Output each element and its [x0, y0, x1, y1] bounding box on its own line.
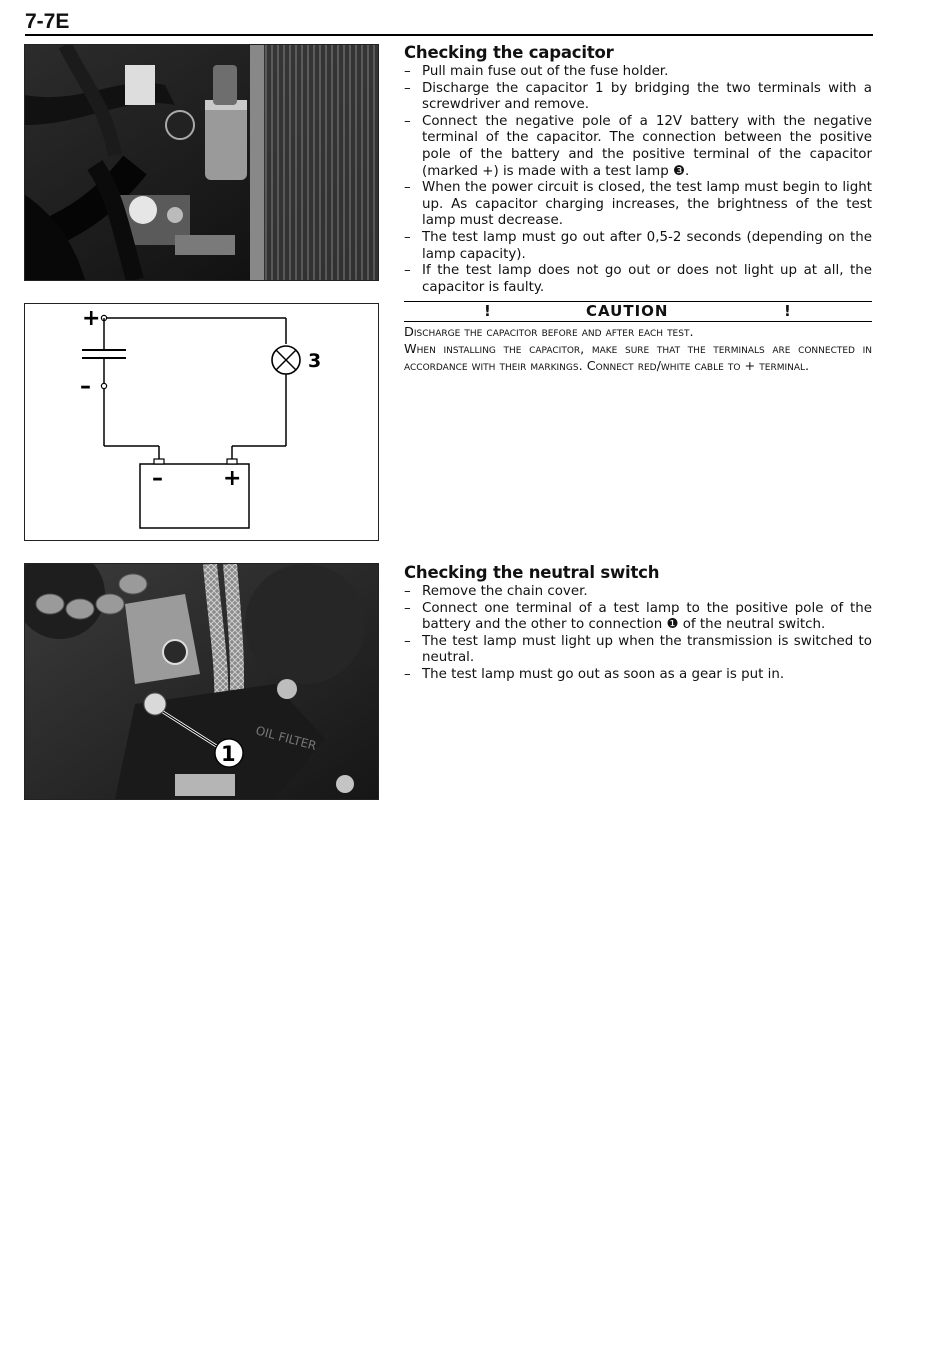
capacitor-section: [404, 43, 872, 375]
neutral-switch-photo: [24, 563, 379, 800]
caution-title: CAUTION: [586, 302, 669, 321]
capacitor-minus-terminal: [101, 383, 106, 388]
caution-bang-left: !: [484, 302, 491, 321]
header-rule: [25, 34, 873, 36]
photo-oil-filter-text: OIL FILTER: [254, 723, 318, 754]
circuit-diagram: [24, 303, 379, 541]
photo-callout-1: 1: [221, 742, 236, 766]
lamp-label: 3: [308, 350, 322, 372]
list-item: – The test lamp must go out as soon as a gear is put in.: [404, 666, 785, 682]
capacitor-heading: Checking the capacitor: [404, 43, 614, 62]
list-item: – Remove the chain cover.: [404, 584, 588, 599]
neutral-section: [404, 563, 872, 684]
list-item: – Connect the negative pole of a 12V battery with the negative terminal of the capacitor. The connection between the positive pole of the battery and the positive terminal of the capacitor (marked +) is made with a test lamp ❸.: [404, 113, 872, 179]
list-item: – Connect one terminal of a test lamp to the positive pole of the battery and the other to connection ❶ of the neutral switch.: [404, 600, 872, 633]
list-item: – If the test lamp does not go out or does not light up at all, the capacitor is faulty.: [404, 263, 872, 295]
list-item: – Pull main fuse out of the fuse holder.: [404, 64, 669, 79]
page-number: 7-7E: [25, 10, 70, 33]
test-lamp-symbol: [272, 346, 300, 374]
caution-banner: [404, 301, 872, 322]
battery-plus-sign: +: [223, 466, 242, 491]
list-item: – The test lamp must light up when the transmission is switched to neutral.: [404, 633, 872, 666]
neutral-heading: Checking the neutral switch: [404, 563, 660, 582]
caution-text: [404, 325, 872, 375]
list-item: – The test lamp must go out after 0,5-2 seconds (depending on the lamp capacity).: [404, 229, 872, 262]
list-item: – When the power circuit is closed, the test lamp must begin to light up. As capacitor charging increases, the brightness of the test lamp must decrease.: [404, 180, 872, 229]
caution-line: When installing the capacitor, make sure that the terminals are connected in accordance with their markings. Connect red/white cable to + terminal.: [404, 341, 872, 374]
neutral-steps: [404, 584, 872, 684]
list-item: – Discharge the capacitor 1 by bridging the two terminals with a screwdriver and remove.: [404, 80, 872, 113]
capacitor-minus-sign: –: [80, 374, 91, 399]
caution-bang-right: !: [784, 302, 791, 321]
caution-line: Discharge the capacitor before and after each test.: [404, 325, 694, 341]
battery-minus-sign: –: [152, 466, 163, 491]
capacitor-steps: [404, 64, 872, 296]
capacitor-photo: [24, 44, 379, 281]
capacitor-plus-sign: +: [82, 306, 101, 331]
